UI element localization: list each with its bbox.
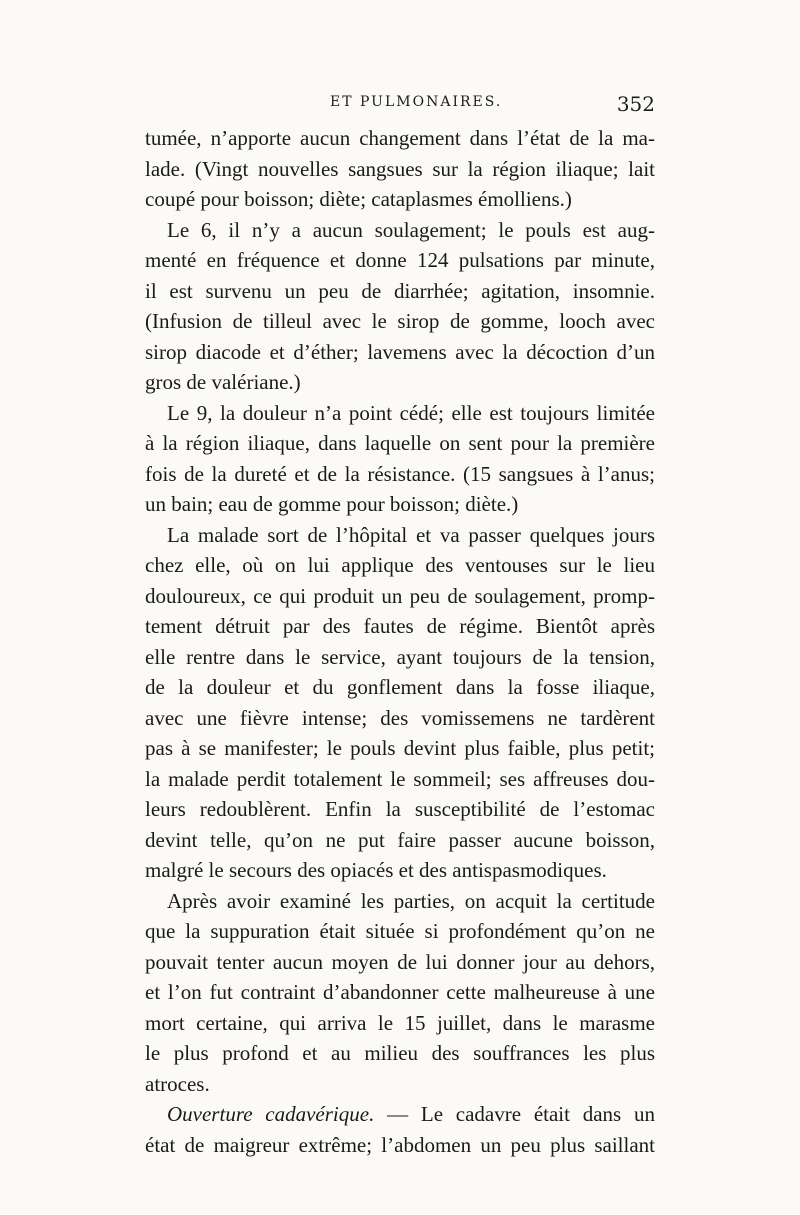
text-line	[145, 489, 655, 520]
text-line-content: à la région iliaque, dans laquelle on sent pour la première	[145, 431, 655, 455]
text-line	[145, 764, 655, 795]
text-line-content: tement détruit par des fautes de régime. Bientôt après	[145, 614, 655, 638]
page-header	[145, 92, 655, 120]
text-line-content: que la suppuration était située si profondément qu’on ne	[145, 919, 655, 943]
text-line	[145, 520, 655, 551]
text-line	[145, 581, 655, 612]
text-line-content: tumée, n’apporte aucun changement dans l’état de la ma-	[145, 126, 655, 150]
text-line	[145, 672, 655, 703]
text-line	[145, 428, 655, 459]
text-line	[145, 1038, 655, 1069]
text-line-content: pouvait tenter aucun moyen de lui donner jour au dehors,	[145, 949, 655, 974]
text-line-content: Après avoir examiné les parties, on acquit la certitude	[167, 888, 655, 913]
text-line-content: sirop diacode et d’éther; lavemens avec la décoction d’un	[145, 339, 655, 364]
text-line	[145, 245, 655, 276]
text-line-content: état de maigreur extrême; l’abdomen un peu plus saillant	[145, 1132, 655, 1157]
text-line-content: gros de valériane.)	[145, 370, 301, 394]
text-line-content: douloureux, ce qui produit un peu de soulagement, promp-	[145, 583, 655, 608]
running-title: ET PULMONAIRES.	[330, 94, 503, 110]
text-line-content: et l’on fut contraint d’abandonner cette malheureuse à une	[145, 980, 655, 1004]
text-line-content: elle rentre dans le service, ayant toujours de la tension,	[145, 644, 655, 669]
text-line-content: coupé pour boisson; diète; cataplasmes émolliens.)	[145, 187, 572, 211]
text-line-content: fois de la dureté et de la résistance. (15 sangsues à l’anus;	[145, 461, 655, 486]
text-line-content: avec une fièvre intense; des vomissemens ne tardèrent	[145, 705, 655, 730]
text-line	[145, 733, 655, 764]
text-line	[145, 642, 655, 673]
text-line	[145, 550, 655, 581]
text-line	[145, 794, 655, 825]
text-line	[145, 123, 655, 154]
text-line-content: chez elle, où on lui applique des ventouses sur le lieu	[145, 553, 655, 577]
page-number: 352	[616, 92, 655, 116]
text-line	[145, 154, 655, 185]
text-line	[145, 977, 655, 1008]
text-line	[145, 611, 655, 642]
text-line-content: un bain; eau de gomme pour boisson; diète.)	[145, 492, 519, 516]
text-line-content: malgré le secours des opiacés et des antispasmodiques.	[145, 858, 607, 882]
text-line	[145, 459, 655, 490]
text-line-content: (Infusion de tilleul avec le sirop de gomme, looch avec	[145, 309, 655, 333]
text-line-content: de la douleur et du gonflement dans la fosse iliaque,	[145, 675, 655, 699]
text-line-content: — Le cadavre était dans un	[387, 1102, 655, 1126]
text-line	[145, 703, 655, 734]
text-line-content: menté en fréquence et donne 124 pulsations par minute,	[145, 248, 655, 272]
text-line	[145, 1099, 655, 1130]
text-line-content: Le 6, il n’y a aucun soulagement; le pouls est aug-	[167, 217, 655, 242]
text-line	[145, 1008, 655, 1039]
text-line-content: lade. (Vingt nouvelles sangsues sur la région iliaque; lait	[145, 156, 655, 181]
text-line	[145, 367, 655, 398]
text-line-content: Le 9, la douleur n’a point cédé; elle est toujours limitée	[167, 400, 655, 425]
text-line	[145, 947, 655, 978]
text-line	[145, 825, 655, 856]
text-line	[145, 886, 655, 917]
text-line	[145, 215, 655, 246]
text-line	[145, 337, 655, 368]
text-line-content: atroces.	[145, 1071, 210, 1096]
section-heading-italic: Ouverture cadavérique.	[167, 1102, 375, 1126]
body-text	[145, 123, 655, 1160]
text-line-content: mort certaine, qui arriva le 15 juillet, dans le marasme	[145, 1010, 655, 1035]
text-line-content: pas à se manifester; le pouls devint plus faible, plus petit;	[145, 736, 655, 760]
text-line	[145, 855, 655, 886]
text-line	[145, 1069, 655, 1100]
text-line	[145, 306, 655, 337]
text-line	[145, 276, 655, 307]
text-line	[145, 916, 655, 947]
text-line-content: le plus profond et au milieu des souffrances les plus	[145, 1041, 655, 1065]
text-line	[145, 1130, 655, 1161]
text-line-content: il est survenu un peu de diarrhée; agitation, insomnie.	[145, 278, 655, 303]
text-line-content: La malade sort de l’hôpital et va passer quelques jours	[167, 522, 655, 547]
text-line-content: la malade perdit totalement le sommeil; ses affreuses dou-	[145, 766, 655, 791]
text-line-content: devint telle, qu’on ne put faire passer aucune boisson,	[145, 827, 655, 852]
text-line	[145, 184, 655, 215]
text-line-content: leurs redoublèrent. Enfin la susceptibilité de l’estomac	[145, 797, 655, 821]
text-line	[145, 398, 655, 429]
